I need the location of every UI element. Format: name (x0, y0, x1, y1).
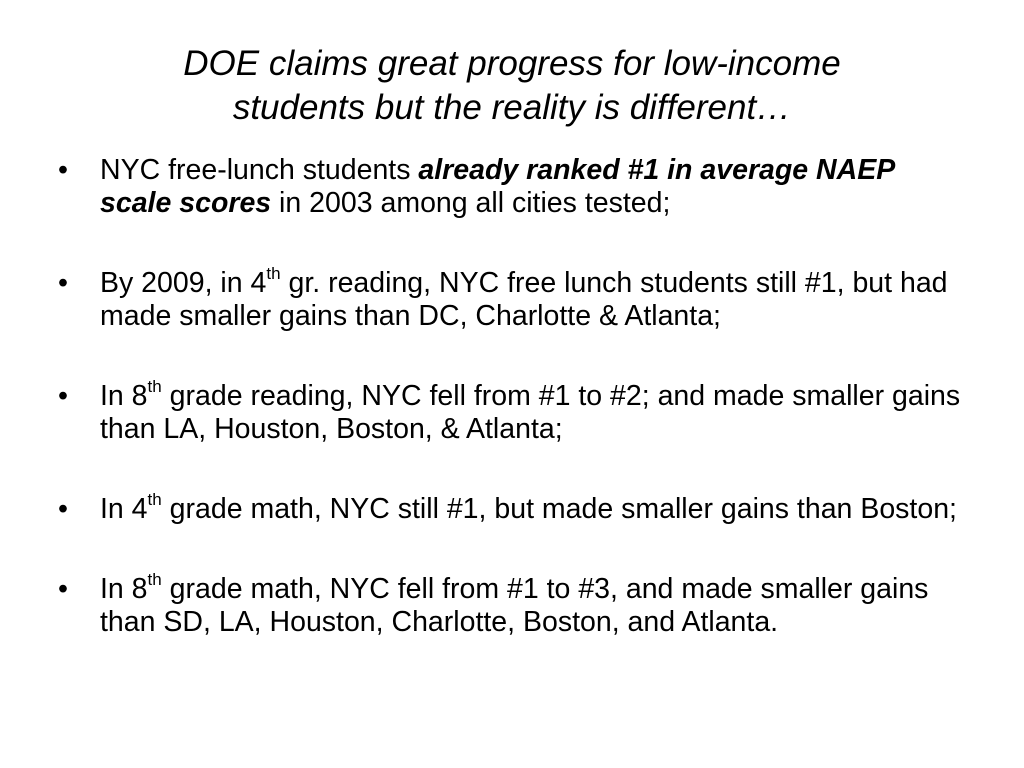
bullet-dot-icon: • (58, 154, 68, 186)
bullet-text-suffix: grade math, NYC still #1, but made smaller gains than Boston; (161, 493, 957, 525)
bullet-item-4th-reading (58, 263, 968, 333)
bullet-text-prefix: In 8 (100, 380, 148, 412)
bullet-text-suffix: in 2003 among all cities tested; (271, 187, 671, 219)
bullet-text-suffix: gr. reading, NYC free lunch students still #1, but had made smaller gains than DC, Charlotte & Atlanta; (100, 267, 948, 332)
bullet-text-suffix: grade reading, NYC fell from #1 to #2; and made smaller gains than LA, Houston, Boston, & Atlanta; (100, 380, 961, 445)
bullet-dot-icon: • (58, 380, 68, 412)
bullet-text-prefix: NYC free-lunch students (100, 154, 419, 186)
bullet-dot-icon: • (58, 267, 68, 299)
slide-title-line-2: students but the reality is different… (232, 88, 792, 127)
bullet-item-2003-rank (58, 154, 968, 220)
bullet-text-prefix: In 8 (100, 573, 148, 605)
ordinal-superscript: th (147, 569, 162, 589)
bullet-text-suffix: grade math, NYC fell from #1 to #3, and made smaller gains than SD, LA, Houston, Charlotte, Boston, and Atlanta. (100, 573, 929, 638)
bullet-item-8th-math (58, 569, 968, 639)
bullet-text-prefix: In 4 (100, 493, 148, 525)
slide-title (0, 42, 1024, 130)
bullet-list (58, 154, 968, 639)
bullet-text-emphasis: already ranked #1 in average NAEP scale scores (100, 154, 895, 219)
bullet-dot-icon: • (58, 573, 68, 605)
bullet-text-prefix: By 2009, in 4 (100, 267, 267, 299)
bullet-dot-icon: • (58, 493, 68, 525)
ordinal-superscript: th (147, 376, 162, 396)
bullet-item-4th-math (58, 489, 968, 526)
bullet-item-8th-reading (58, 376, 968, 446)
slide-title-line-1: DOE claims great progress for low-income (183, 44, 841, 83)
ordinal-superscript: th (266, 263, 281, 283)
ordinal-superscript: th (147, 489, 162, 509)
